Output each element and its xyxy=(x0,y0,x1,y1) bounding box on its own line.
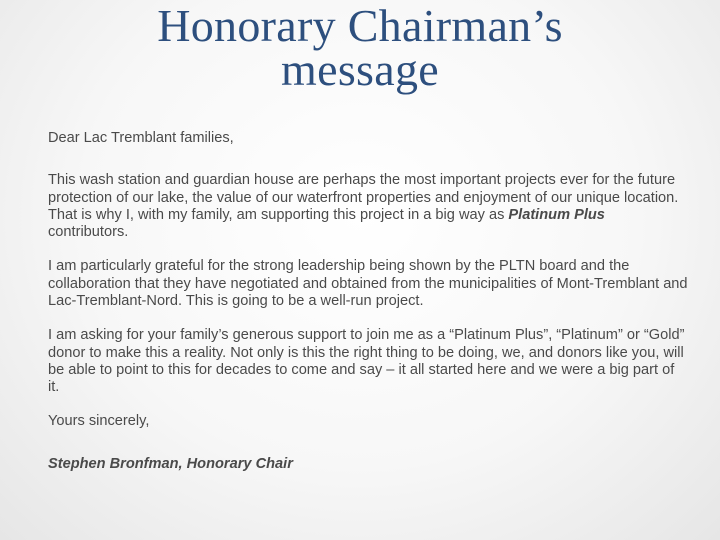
closing: Yours sincerely, xyxy=(48,412,150,429)
paragraph-2: I am particularly grateful for the strong leadership being shown by the PLTN board and the collaboration that they have negotiated and obtained from the municipalities of Mont-Tremblant and Lac-Tremblant-Nord. This is going to be a well-run project. xyxy=(48,258,688,310)
paragraph-3: I am asking for your family’s generous support to join me as a “Platinum Plus”, “Platinum” or “Gold” donor to make this a reality. Not only is this the right thing to be doing, we, and donors like you, will be able to point to this for decades to come and say – it all started here and we were a big part of it. xyxy=(48,327,685,396)
greeting: Dear Lac Tremblant families, xyxy=(48,130,234,146)
slide-title xyxy=(60,0,660,95)
paragraph-1-text: This wash station and guardian house are perhaps the most important projects ever for the future protection of our lake, the value of our waterfront properties and enjoyment of our unique location. That is why I, with my family, am supporting this project in a big way as xyxy=(48,172,679,223)
letter-body xyxy=(48,130,688,473)
paragraph-1 xyxy=(48,172,688,241)
title-line-1: Honorary Chairman’s xyxy=(157,0,563,51)
paragraph-1-end: contributors. xyxy=(48,224,129,241)
platinum-plus-emphasis: Platinum Plus xyxy=(508,206,605,223)
signature: Stephen Bronfman, Honorary Chair xyxy=(48,455,293,472)
title-line-2: message xyxy=(281,44,439,95)
